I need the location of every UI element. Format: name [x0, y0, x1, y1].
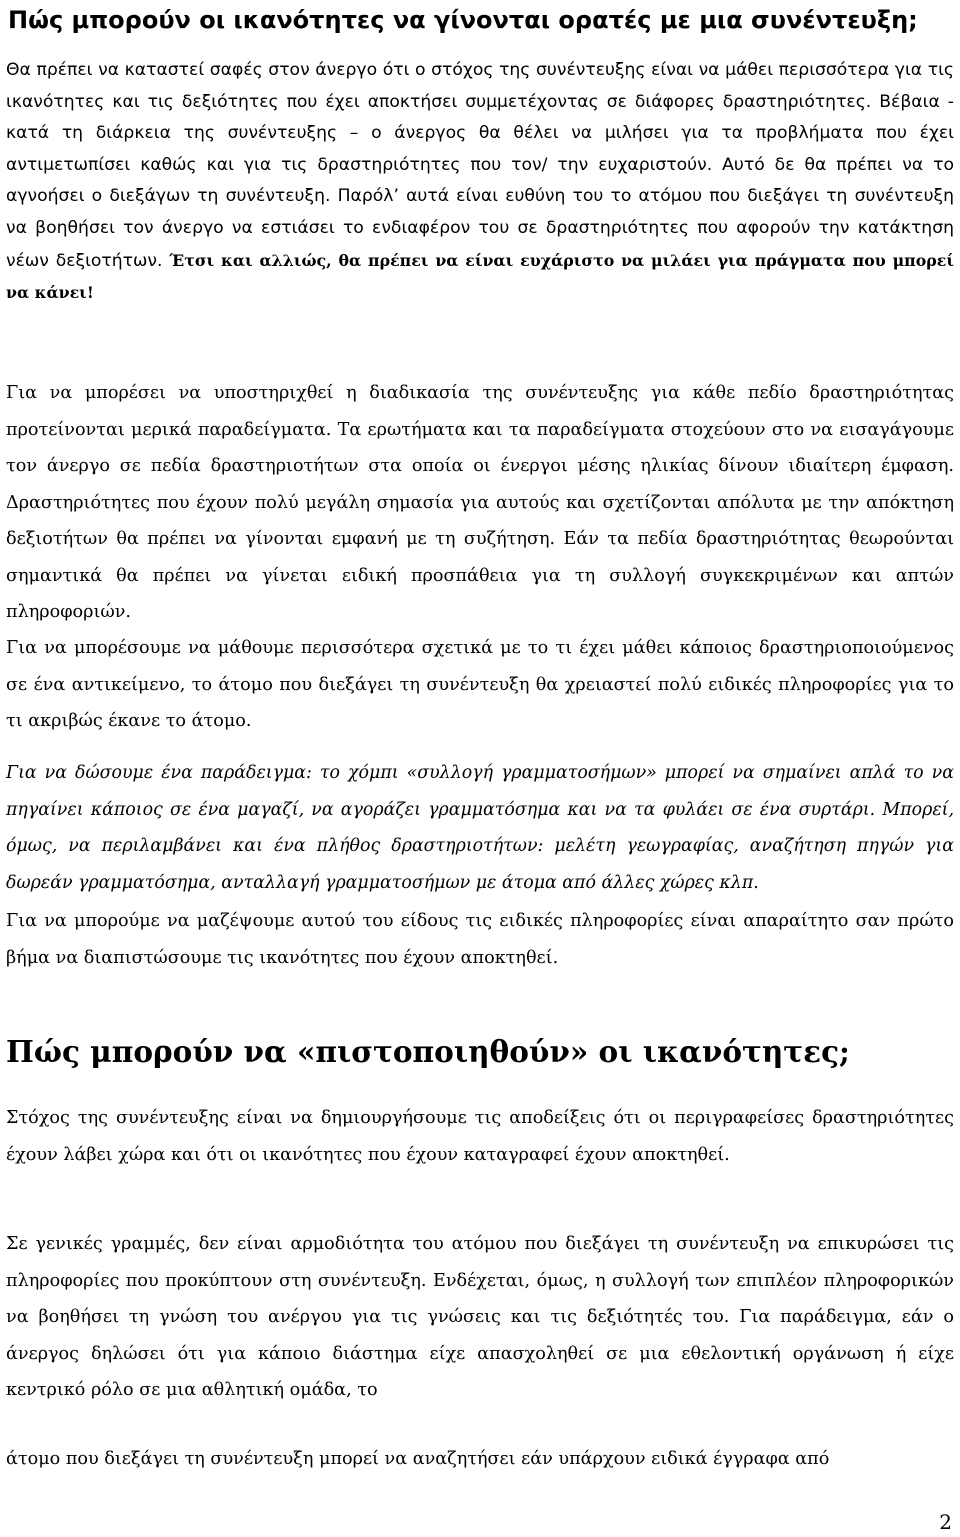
- page-number: 2: [939, 1510, 952, 1534]
- paragraph: Στόχος της συνέντευξης είναι να δημιουργήσουμε τις αποδείξεις ότι οι περιγραφείσες δραστηριότητες έχουν λάβει χώρα και ότι οι ικανότητες που έχουν καταγραφεί έχουν αποκτηθεί.: [6, 1108, 954, 1165]
- paragraph: Σε γενικές γραμμές, δεν είναι αρμοδιότητα του ατόμου που διεξάγει τη συνέντευξη να επικυρώσει τις πληροφορίες που προκύπτουν στη συνέντευξη. Ενδέχεται, όμως, η συλλογή των επιπλέον πληροφορικών να βοηθήσει τη γνώση του ανέργου για τις γνώσεις και τις δεξιότητές του. Για παράδειγμα, εάν ο άνεργος δηλώσει ότι για κάποιο διάστημα είχε απασχοληθεί σε μια εθελοντική οργάνωση ή είχε κεντρικό ρόλο σε μια αθλητική ομάδα, το: [6, 1234, 954, 1400]
- paragraph: [6, 55, 954, 310]
- paragraph: Για να μπορούμε να μαζέψουμε αυτού του είδους τις ειδικές πληροφορίες είναι απαραίτητο σαν πρώτο βήμα να διαπιστώσουμε τις ικανότητες που έχουν αποκτηθεί.: [6, 911, 954, 968]
- paragraph-text: Θα πρέπει να καταστεί σαφές στον άνεργο ότι ο στόχος της συνέντευξης είναι να μάθει περισσότερα για τις ικανότητες και τις δεξιότητες που έχει αποκτήσει συμμετέχοντας σε διάφορες δραστηριότητες. Βέβαια - κατά τη διάρκεια της συνέντευξης – ο άνεργος θα θέλει να μιλήσει για τα προβλήματα που έχει αντιμετωπίσει καθώς και για τις δραστηριότητες που τον/ την ευχαριστούν. Αυτό δε θα πρέπει να το αγνοήσει ο διεξάγων τη συνέντευξη. Παρόλ’ αυτά είναι ευθύνη του το ατόμου που διεξάγει τη συνέντευξη να βοηθήσει τον άνεργο να εστιάσει το ενδιαφέρον του σε δραστηριότητες που αφορούν την κατάκτηση νέων δεξιοτήτων.: [6, 60, 954, 271]
- bold-statement: Έτσι και αλλιώς, θα πρέπει να είναι ευχάριστο να μιλάει για πράγματα που μπορεί να κάνει!: [6, 250, 954, 303]
- paragraph: Για να μπορέσει να υποστηριχθεί η διαδικασία της συνέντευξης για κάθε πεδίο δραστηριότητας προτείνονται μερικά παραδείγματα. Τα ερωτήματα και τα παραδείγματα στοχεύουν στο να εισαγάγουμε τον άνεργο σε πεδία δραστηριοτήτων στα οποία οι ένεργοι μέσης ηλικίας δίνουν ιδιαίτερη έμφαση. Δραστηριότητες που έχουν πολύ μεγάλη σημασία για αυτούς και σχετίζονται απόλυτα με την απόκτηση δεξιοτήτων θα πρέπει να γίνονται εμφανή με τη συζήτηση. Εάν τα πεδία δραστηριότητας θεωρούνται σημαντικά θα πρέπει να γίνεται ειδική προσπάθεια για τη συλλογή συγκεκριμένων και απτών πληροφοριών.: [6, 383, 954, 622]
- paragraph: άτομο που διεξάγει τη συνέντευξη μπορεί να αναζητήσει εάν υπάρχουν ειδικά έγγραφα από: [6, 1449, 830, 1469]
- section-heading: Πώς μπορούν να «πιστοποιηθούν» οι ικανότητες;: [6, 1034, 850, 1069]
- section-heading: Πώς μπορούν οι ικανότητες να γίνονται ορατές με μια συνέντευξη;: [8, 6, 918, 34]
- paragraph: Για να μπορέσουμε να μάθουμε περισσότερα σχετικά με το τι έχει μάθει κάποιος δραστηριοποιούμενος σε ένα αντικείμενο, το άτομο που διεξάγει τη συνέντευξη θα χρειαστεί πολύ ειδικές πληροφορίες για το τι ακριβώς έκανε το άτομο.: [6, 638, 954, 731]
- example-paragraph: Για να δώσουμε ένα παράδειγμα: το χόμπι «συλλογή γραμματοσήμων» μπορεί να σημαίνει απλά το να πηγαίνει κάποιος σε ένα μαγαζί, να αγοράζει γραμματόσημα και να τα φυλάει σε ένα συρτάρι. Μπορεί, όμως, να περιλαμβάνει και ένα πλήθος δραστηριοτήτων: μελέτη γεωγραφίας, αναζήτηση πηγών για δωρεάν γραμματόσημα, ανταλλαγή γραμματοσήμων με άτομα από άλλες χώρες κλπ.: [6, 763, 954, 893]
